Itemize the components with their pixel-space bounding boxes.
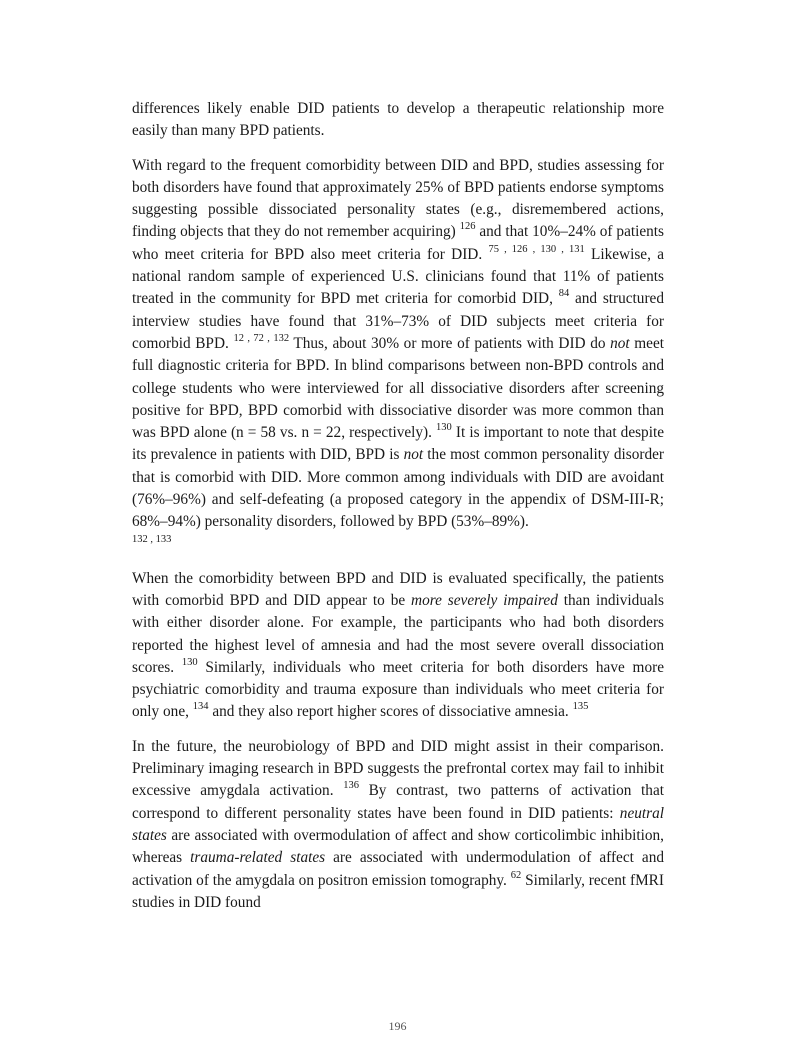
body-text: and they also report higher scores of dissociative amnesia. bbox=[208, 703, 573, 721]
citation-superscript: 84 bbox=[558, 288, 570, 300]
paragraph-continuation bbox=[132, 98, 664, 143]
document-page bbox=[132, 98, 664, 914]
body-text: meet full diagnostic criteria for BPD. In blind comparisons between non-BPD controls and college students who were interviewed for all dissociative disorders after screening positive for BPD, BPD comorbid with dissociative disorder was more common than was BPD alone (n = 58 vs. n = 22, respectively). bbox=[132, 334, 665, 442]
body-text: It is important to note that despite its prevalence in patients with DID, BPD is bbox=[132, 424, 664, 464]
citation-superscript: 136 bbox=[343, 780, 359, 792]
citation-superscript: 126 bbox=[459, 221, 476, 233]
body-text: With regard to the frequent comorbidity between DID and BPD, studies assessing for both disorders have found that approximately 25% of BPD patients endorse symptoms suggesting possible dissociated personality states (e.g., disremembered actions, finding objects that they do not remember acquiring) bbox=[132, 156, 664, 241]
body-text: Likewise, a national random sample of experienced U.S. clinicians found that 11% of patients treated in the community for BPD met criteria for comorbid DID, bbox=[132, 245, 664, 308]
citation-superscript: 130 bbox=[181, 656, 198, 668]
paragraph-comorbid-severity bbox=[132, 568, 664, 724]
citation-reference-line: 132 , 133 bbox=[132, 533, 172, 545]
body-text: Similarly, recent fMRI studies in DID found bbox=[132, 871, 664, 911]
paragraph-neurobiology bbox=[132, 736, 664, 914]
body-text: are associated with overmodulation of affect and show corticolimbic inhibition, whereas bbox=[132, 826, 664, 867]
paragraph-comorbidity-prevalence bbox=[132, 155, 664, 546]
page-number: 196 bbox=[388, 1019, 407, 1033]
body-text: are associated with undermodulation of affect and activation of the amygdala on positron emission tomography. bbox=[132, 849, 664, 889]
body-text: the most common personality disorder that is comorbid with DID. More common among individuals with DID are avoidant (76%–96%) and self-defeating (a proposed category in the appendix of DSM-III-R; 68%–94%) personality disorders, followed by BPD (53%–89%). bbox=[132, 446, 664, 531]
body-text: and structured interview studies have found that 31%–73% of DID subjects meet criteria for comorbid BPD. bbox=[132, 290, 664, 352]
body-text: Thus, about 30% or more of patients with DID do bbox=[289, 334, 611, 352]
emphasis-text: neutral states bbox=[132, 804, 664, 844]
body-text: than individuals with either disorder alone. For example, the participants who had both disorders reported the highest level of amnesia and had the most severe overall dissociation scores. bbox=[132, 591, 664, 676]
citation-superscript: 12 , 72 , 132 bbox=[233, 332, 290, 344]
emphasis-text: trauma-related states bbox=[190, 849, 326, 867]
citation-superscript: 130 bbox=[436, 422, 452, 434]
body-text: and that 10%–24% of patients who meet criteria for BPD also meet criteria for DID. bbox=[132, 223, 664, 263]
body-text: When the comorbidity between BPD and DID is evaluated specifically, the patients with comorbid BPD and DID appear to be bbox=[132, 569, 664, 609]
body-text: In the future, the neurobiology of BPD and DID might assist in their comparison. Preliminary imaging research in BPD suggests the prefrontal cortex may fail to inhibit excessive amygdala activation. bbox=[132, 737, 664, 800]
body-text: differences likely enable DID patients to develop a therapeutic relationship more easily than many BPD patients. bbox=[132, 100, 664, 140]
emphasis-text: not bbox=[610, 334, 630, 352]
citation-superscript: 134 bbox=[192, 701, 209, 713]
emphasis-text: more severely impaired bbox=[411, 591, 558, 609]
emphasis-text: not bbox=[403, 446, 424, 464]
citation-superscript: 75 , 126 , 130 , 131 bbox=[488, 243, 585, 255]
citation-superscript: 62 bbox=[510, 869, 522, 881]
body-text: By contrast, two patterns of activation that correspond to different personality states have been found in DID patients: bbox=[132, 782, 664, 822]
body-text: Similarly, individuals who meet criteria for both disorders have more psychiatric comorbidity and trauma exposure than individuals who meet criteria for only one, bbox=[132, 658, 664, 721]
citation-superscript: 135 bbox=[572, 701, 589, 713]
